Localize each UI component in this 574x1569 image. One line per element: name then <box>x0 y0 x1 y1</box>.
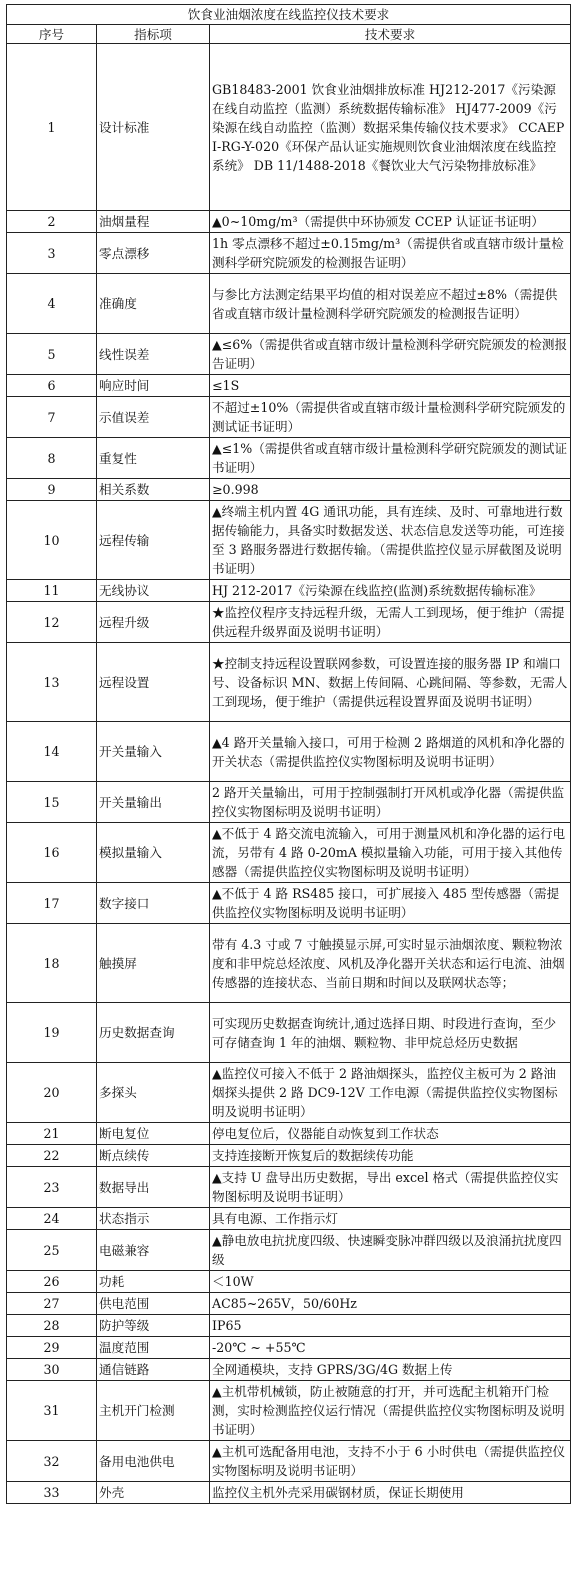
cell-no: 9 <box>7 479 97 501</box>
cell-req: -20℃ ~ +55℃ <box>210 1337 571 1359</box>
cell-name: 开关量输出 <box>97 782 210 823</box>
cell-no: 17 <box>7 883 97 924</box>
cell-req: 2 路开关量输出，可用于控制强制打开风机或净化器（需提供监控仪实物图标明及说明书证明） <box>210 782 571 823</box>
table-row <box>7 334 571 375</box>
table-row <box>7 233 571 274</box>
cell-no: 2 <box>7 211 97 233</box>
cell-no: 19 <box>7 1003 97 1063</box>
cell-no: 12 <box>7 602 97 643</box>
table-row <box>7 375 571 397</box>
table-row <box>7 883 571 924</box>
cell-no: 1 <box>7 44 97 211</box>
table-row <box>7 1359 571 1381</box>
cell-name: 相关系数 <box>97 479 210 501</box>
cell-no: 33 <box>7 1482 97 1504</box>
cell-req: ★监控仪程序支持远程升级，无需人工到现场，便于维护（需提供远程升级界面及说明书证明） <box>210 602 571 643</box>
table-row <box>7 211 571 233</box>
cell-name: 模拟量输入 <box>97 823 210 883</box>
cell-name: 断点续传 <box>97 1145 210 1167</box>
cell-name: 触摸屏 <box>97 924 210 1003</box>
cell-name: 历史数据查询 <box>97 1003 210 1063</box>
cell-name: 开关量输入 <box>97 722 210 782</box>
cell-no: 13 <box>7 643 97 722</box>
cell-req: IP65 <box>210 1315 571 1337</box>
cell-req: ▲支持 U 盘导出历史数据，导出 excel 格式（需提供监控仪实物图标明及说明书证明） <box>210 1167 571 1208</box>
cell-name: 外壳 <box>97 1482 210 1504</box>
cell-no: 5 <box>7 334 97 375</box>
cell-no: 28 <box>7 1315 97 1337</box>
cell-req: ≥0.998 <box>210 479 571 501</box>
cell-req: 全网通模块，支持 GPRS/3G/4G 数据上传 <box>210 1359 571 1381</box>
table-row <box>7 1293 571 1315</box>
cell-name: 远程升级 <box>97 602 210 643</box>
table-row <box>7 1145 571 1167</box>
cell-no: 24 <box>7 1208 97 1230</box>
cell-name: 零点漂移 <box>97 233 210 274</box>
table-row <box>7 1123 571 1145</box>
cell-req: 不超过±10%（需提供省或直辖市级计量检测科学研究院颁发的测试证书证明） <box>210 397 571 438</box>
cell-name: 数据导出 <box>97 1167 210 1208</box>
table-row <box>7 501 571 580</box>
cell-req: 可实现历史数据查询统计,通过选择日期、时段进行查询，至少可存储查询 1 年的油烟、颗粒物、非甲烷总烃历史数据 <box>210 1003 571 1063</box>
cell-name: 状态指示 <box>97 1208 210 1230</box>
cell-name: 示值误差 <box>97 397 210 438</box>
cell-req: ▲不低于 4 路 RS485 接口，可扩展接入 485 型传感器（需提供监控仪实物图标明及说明书证明） <box>210 883 571 924</box>
cell-no: 23 <box>7 1167 97 1208</box>
cell-name: 主机开门检测 <box>97 1381 210 1441</box>
cell-no: 16 <box>7 823 97 883</box>
table-row <box>7 274 571 334</box>
cell-no: 6 <box>7 375 97 397</box>
cell-no: 10 <box>7 501 97 580</box>
cell-no: 4 <box>7 274 97 334</box>
cell-req: ≤1S <box>210 375 571 397</box>
cell-req: 监控仪主机外壳采用碳钢材质，保证长期使用 <box>210 1482 571 1504</box>
cell-no: 31 <box>7 1381 97 1441</box>
cell-name: 响应时间 <box>97 375 210 397</box>
cell-req: ▲静电放电抗扰度四级、快速瞬变脉冲群四级以及浪涌抗扰度四级 <box>210 1230 571 1271</box>
cell-no: 3 <box>7 233 97 274</box>
cell-req: ▲主机可选配备用电池，支持不小于 6 小时供电（需提供监控仪实物图标明及说明书证明） <box>210 1441 571 1482</box>
cell-req: GB18483-2001 饮食业油烟排放标准 HJ212-2017《污染源在线自动监控（监测）系统数据传输标准》 HJ477-2009《污染源在线自动监控（监测）数据采集传输仪技术要求》 CCAEPI-RG-Y-020《环保产品认证实施规则饮食业油烟浓度在线监控系统》 DB 11/1488-2018《餐饮业大气污染物排放标准》 <box>210 44 571 211</box>
table-row <box>7 602 571 643</box>
cell-no: 20 <box>7 1063 97 1123</box>
cell-name: 多探头 <box>97 1063 210 1123</box>
cell-name: 无线协议 <box>97 580 210 602</box>
cell-no: 14 <box>7 722 97 782</box>
cell-no: 8 <box>7 438 97 479</box>
cell-req: 停电复位后，仪器能自动恢复到工作状态 <box>210 1123 571 1145</box>
cell-req: AC85~265V，50/60Hz <box>210 1293 571 1315</box>
cell-name: 油烟量程 <box>97 211 210 233</box>
cell-name: 断电复位 <box>97 1123 210 1145</box>
table-row <box>7 1167 571 1208</box>
cell-req: ▲0~10mg/m³（需提供中环协颁发 CCEP 认证证书证明） <box>210 211 571 233</box>
cell-req: 具有电源、工作指示灯 <box>210 1208 571 1230</box>
cell-req: ▲监控仪可接入不低于 2 路油烟探头，监控仪主板可为 2 路油烟探头提供 2 路 DC9-12V 工作电源（需提供监控仪实物图标明及说明书证明） <box>210 1063 571 1123</box>
cell-name: 供电范围 <box>97 1293 210 1315</box>
table-row <box>7 924 571 1003</box>
table-row <box>7 1482 571 1504</box>
cell-name: 电磁兼容 <box>97 1230 210 1271</box>
table-row <box>7 643 571 722</box>
table-row <box>7 1441 571 1482</box>
cell-req: 与参比方法测定结果平均值的相对误差应不超过±8%（需提供省或直辖市级计量检测科学研究院颁发的检测报告证明） <box>210 274 571 334</box>
cell-req: ▲不低于 4 路交流电流输入，可用于测量风机和净化器的运行电流，另带有 4 路 0-20mA 模拟量输入功能，可用于接入其他传感器（需提供监控仪实物图标明及说明书证明） <box>210 823 571 883</box>
cell-no: 22 <box>7 1145 97 1167</box>
table-row <box>7 722 571 782</box>
cell-req: ▲终端主机内置 4G 通讯功能，具有连续、及时、可靠地进行数据传输能力，具备实时数据发送、状态信息发送等功能，可连接至 3 路服务器进行数据传输。（需提供监控仪显示屏截图及说明书证明） <box>210 501 571 580</box>
table-row <box>7 44 571 211</box>
cell-no: 18 <box>7 924 97 1003</box>
cell-name: 远程传输 <box>97 501 210 580</box>
cell-no: 27 <box>7 1293 97 1315</box>
cell-req: ▲4 路开关量输入接口，可用于检测 2 路烟道的风机和净化器的开关状态（需提供监控仪实物图标明及说明书证明） <box>210 722 571 782</box>
cell-name: 通信链路 <box>97 1359 210 1381</box>
table-row <box>7 1003 571 1063</box>
table-row <box>7 1271 571 1293</box>
table-row <box>7 397 571 438</box>
table-row <box>7 1230 571 1271</box>
cell-no: 26 <box>7 1271 97 1293</box>
cell-name: 准确度 <box>97 274 210 334</box>
table-row <box>7 1063 571 1123</box>
table-row <box>7 438 571 479</box>
cell-req: 带有 4.3 寸或 7 寸触摸显示屏,可实时显示油烟浓度、颗粒物浓度和非甲烷总烃浓度、风机及净化器开关状态和运行电流、油烟传感器的连接状态、当前日期和时间以及联网状态等； <box>210 924 571 1003</box>
table-row <box>7 580 571 602</box>
header-req: 技术要求 <box>210 25 571 44</box>
cell-req: 1h 零点漂移不超过±0.15mg/m³（需提供省或直辖市级计量检测科学研究院颁发的检测报告证明） <box>210 233 571 274</box>
cell-no: 29 <box>7 1337 97 1359</box>
cell-no: 15 <box>7 782 97 823</box>
cell-name: 设计标准 <box>97 44 210 211</box>
cell-no: 7 <box>7 397 97 438</box>
header-name: 指标项 <box>97 25 210 44</box>
cell-req: ▲≤1%（需提供省或直辖市级计量检测科学研究院颁发的测试证书证明） <box>210 438 571 479</box>
cell-name: 数字接口 <box>97 883 210 924</box>
cell-no: 32 <box>7 1441 97 1482</box>
cell-name: 远程设置 <box>97 643 210 722</box>
cell-no: 11 <box>7 580 97 602</box>
header-row <box>7 25 571 44</box>
table-row <box>7 823 571 883</box>
header-no: 序号 <box>7 25 97 44</box>
cell-req: HJ 212-2017《污染源在线监控(监测)系统数据传输标准》 <box>210 580 571 602</box>
table-title: 饮食业油烟浓度在线监控仪技术要求 <box>7 5 571 25</box>
table-row <box>7 1208 571 1230</box>
cell-req: ▲主机带机械锁，防止被随意的打开，并可选配主机箱开门检测，实时检测监控仪运行情况（需提供监控仪实物图标明及说明书证明） <box>210 1381 571 1441</box>
cell-name: 重复性 <box>97 438 210 479</box>
cell-name: 备用电池供电 <box>97 1441 210 1482</box>
cell-no: 25 <box>7 1230 97 1271</box>
table-row <box>7 1337 571 1359</box>
table-row <box>7 1315 571 1337</box>
cell-name: 线性误差 <box>97 334 210 375</box>
cell-name: 功耗 <box>97 1271 210 1293</box>
spec-table <box>6 4 571 1504</box>
table-row <box>7 782 571 823</box>
cell-req: ▲≤6%（需提供省或直辖市级计量检测科学研究院颁发的检测报告证明） <box>210 334 571 375</box>
cell-no: 30 <box>7 1359 97 1381</box>
cell-name: 防护等级 <box>97 1315 210 1337</box>
cell-req: ＜10W <box>210 1271 571 1293</box>
cell-name: 温度范围 <box>97 1337 210 1359</box>
table-body <box>7 44 571 1504</box>
table-row <box>7 1381 571 1441</box>
cell-req: 支持连接断开恢复后的数据续传功能 <box>210 1145 571 1167</box>
cell-no: 21 <box>7 1123 97 1145</box>
table-row <box>7 479 571 501</box>
cell-req: ★控制支持远程设置联网参数，可设置连接的服务器 IP 和端口号、设备标识 MN、数据上传间隔、心跳间隔、等参数，无需人工到现场，便于维护（需提供远程设置界面及说明书证明） <box>210 643 571 722</box>
